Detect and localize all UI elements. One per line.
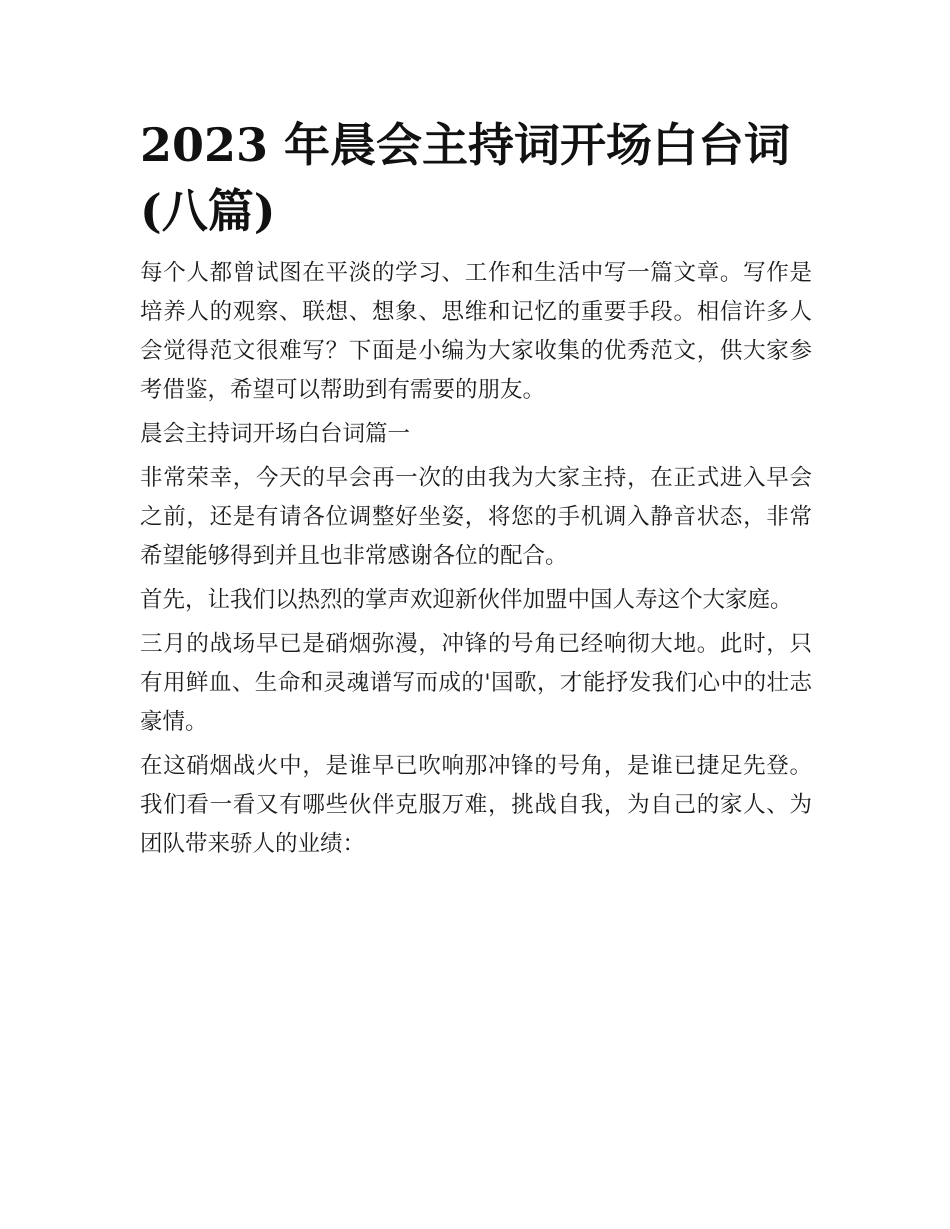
intro-paragraph: 每个人都曾试图在平淡的学习、工作和生活中写一篇文章。写作是培养人的观察、联想、想象、思维和记忆的重要手段。相信许多人会觉得范文很难写？下面是小编为大家收集的优秀范文，供大家参考借鉴，希望可以帮助到有需要的朋友。 — [140, 260, 812, 403]
body-paragraph: 三月的战场早已是硝烟弥漫，冲锋的号角已经响彻大地。此时，只有用鲜血、生命和灵魂谱写而成的'国歌，才能抒发我们心中的壮志豪情。 — [140, 631, 812, 735]
body-paragraph: 在这硝烟战火中，是谁早已吹响那冲锋的号角，是谁已捷足先登。我们看一看又有哪些伙伴克服万难，挑战自我，为自己的家人、为团队带来骄人的业绩： — [140, 753, 812, 857]
document-content — [140, 112, 812, 869]
document-title: 2023 年晨会主持词开场白台词(八篇) — [140, 118, 791, 238]
section-heading: 晨会主持词开场白台词篇一 — [140, 421, 411, 447]
body-paragraph: 非常荣幸，今天的早会再一次的由我为大家主持，在正式进入早会之前，还是有请各位调整好坐姿，将您的手机调入静音状态，非常希望能够得到并且也非常感谢各位的配合。 — [140, 465, 812, 569]
document-body — [140, 254, 812, 864]
body-paragraph: 首先，让我们以热烈的掌声欢迎新伙伴加盟中国人寿这个大家庭。 — [140, 587, 793, 613]
